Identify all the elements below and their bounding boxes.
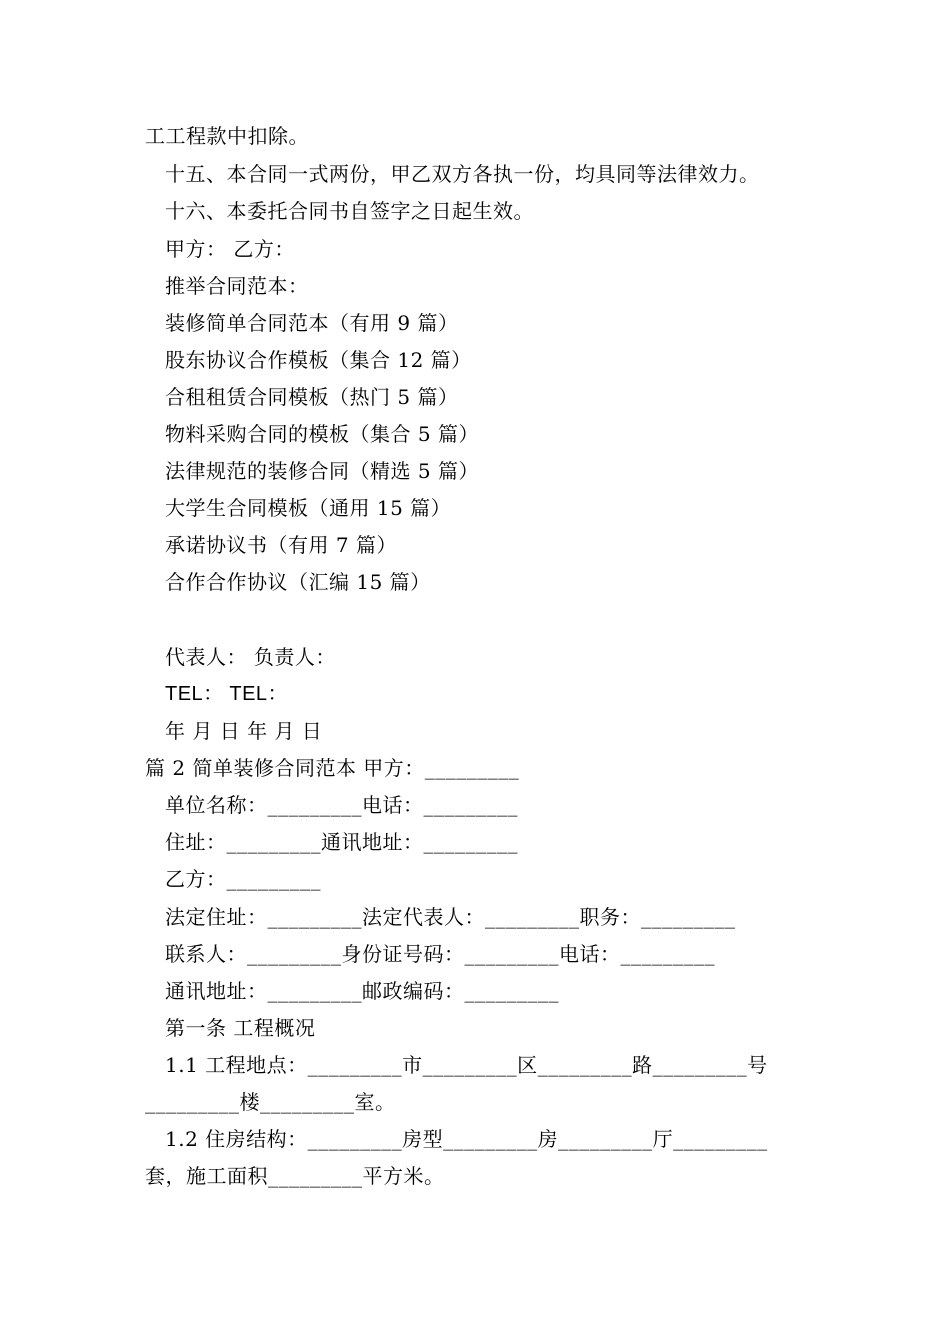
article-heading: 第一条 工程概况 [165,1016,316,1040]
text-line: 乙方：_________ [165,867,321,891]
text-line: 年 月 日 年 月 日 [165,719,323,743]
text-line: TEL： TEL： [165,683,289,705]
text-line: 联系人：_________身份证号码：_________电话：_________ [165,942,715,966]
text-line: 十六、本委托合同书自签字之日起生效。 [165,199,534,223]
section-heading: 篇 2 简单装修合同范本 甲方：_________ [145,756,520,780]
text-line: 1.2 住房结构：_________房型_________房_________厅_________ [165,1127,768,1151]
text-line: 甲方： 乙方： [165,237,295,261]
text-line: 工工程款中扣除。 [145,124,309,148]
text-line: 代表人： 负责人： [165,645,336,669]
text-line: 法定住址：_________法定代表人：_________职务：_________ [165,905,736,929]
recommended-link: 法律规范的装修合同（精选 5 篇） [165,459,479,483]
recommended-link: 物料采购合同的模板（集合 5 篇） [165,422,479,446]
recommended-link: 股东协议合作模板（集合 12 篇） [165,348,472,372]
recommended-link: 大学生合同模板（通用 15 篇） [165,496,452,520]
text-line: _________楼_________室。 [145,1090,396,1114]
text-line: 通讯地址：_________邮政编码：_________ [165,979,559,1003]
recommended-link: 合租租赁合同模板（热门 5 篇） [165,385,459,409]
text-line: 住址：_________通讯地址：_________ [165,830,518,854]
text-line: 十五、本合同一式两份，甲乙双方各执一份，均具同等法律效力。 [165,162,760,186]
recommended-link: 合作合作协议（汇编 15 篇） [165,570,431,594]
text-line: 套，施工面积_________平方米。 [145,1164,445,1188]
recommended-link: 装修简单合同范本（有用 9 篇） [165,311,459,335]
text-line: 单位名称：_________电话：_________ [165,793,518,817]
recommended-link: 承诺协议书（有用 7 篇） [165,533,397,557]
text-line: 推举合同范本： [165,274,309,298]
text-line: 1.1 工程地点：_________市_________区_________路_________号 [165,1053,768,1077]
